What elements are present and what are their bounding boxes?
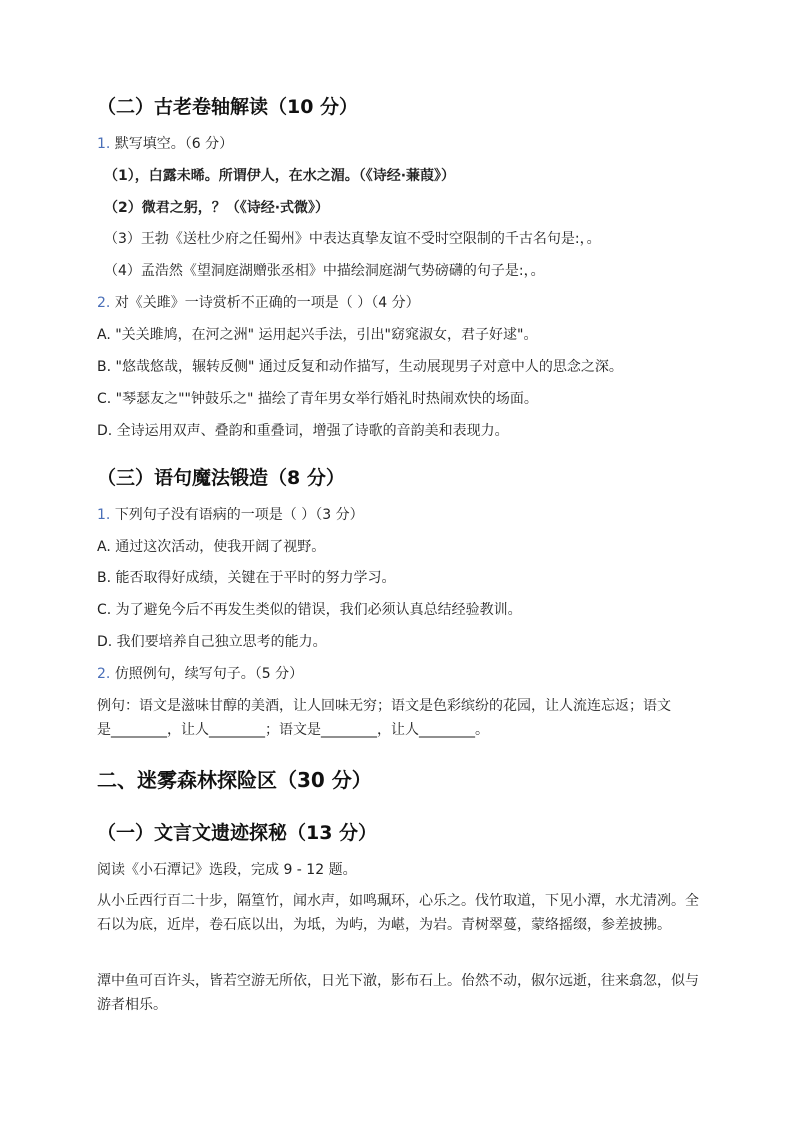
reading-paragraph: 潭中鱼可百许头，皆若空游无所依，日光下澈，影布石上。佁然不动，俶尔远逝，往来翕忽，似与游者相乐。 <box>97 973 699 1013</box>
fill-item-3: （3）王勃《送杜少府之任蜀州》中表达真挚友谊不受时空限制的千古名句是:，。 <box>104 231 601 247</box>
option-d: D. 全诗运用双声、叠韵和重叠词，增强了诗歌的音韵美和表现力。 <box>97 423 509 439</box>
question-2 <box>97 293 700 313</box>
question-text: 对《关雎》一诗赏析不正确的一项是（ ）（4 分） <box>114 295 420 311</box>
question-3 <box>97 505 700 525</box>
option-c: C. 为了避免今后不再发生类似的错误，我们必须认真总结经验教训。 <box>97 602 522 618</box>
reading-intro: 阅读《小石潭记》选段，完成 9 - 12 题。 <box>97 862 357 878</box>
option-a: A. 通过这次活动，使我开阔了视野。 <box>97 539 326 555</box>
question-text: 下列句子没有语病的一项是（ ）（3 分） <box>114 507 364 523</box>
section-heading: （二）古老卷轴解读（10 分） <box>97 96 359 118</box>
question-1 <box>97 134 700 154</box>
question-number: 2. <box>97 666 111 682</box>
option-b: B. 能否取得好成绩，关键在于平时的努力学习。 <box>97 570 396 586</box>
section-heading: （一）文言文遗迹探秘（13 分） <box>97 822 378 844</box>
example-sentence: 例句：语文是滋味甘醇的美酒，让人回味无穷；语文是色彩缤纷的花园，让人流连忘返；语文 <box>97 698 671 714</box>
part-heading: 二、迷雾森林探险区（30 分） <box>97 768 372 792</box>
fill-item-1: （1），白露未晞。所谓伊人，在水之湄。（《诗经·蒹葭》） <box>104 168 456 184</box>
question-text: 仿照例句，续写句子。（5 分） <box>114 666 304 682</box>
fill-item-2: （2）微君之躬，？（《诗经·式微》） <box>104 200 330 216</box>
example-continuation: 是________，让人________；语文是________，让人________。 <box>97 722 489 738</box>
option-b: B. "悠哉悠哉，辗转反侧" 通过反复和动作描写，生动展现男子对意中人的思念之深。 <box>97 359 623 375</box>
question-number: 1. <box>97 136 111 152</box>
question-number: 1. <box>97 507 111 523</box>
fill-item-4: （4）孟浩然《望洞庭湖赠张丞相》中描绘洞庭湖气势磅礴的句子是:，。 <box>104 263 545 279</box>
reading-paragraph: 从小丘西行百二十步，隔篁竹，闻水声，如鸣珮环，心乐之。伐竹取道，下见小潭，水尤清冽。全石以为底，近岸，卷石底以出，为坻，为屿，为嵁，为岩。青树翠蔓，蒙络摇缀，参差披拂。 <box>97 893 699 933</box>
option-c: C. "琴瑟友之""钟鼓乐之" 描绘了青年男女举行婚礼时热闹欢快的场面。 <box>97 391 538 407</box>
option-d: D. 我们要培养自己独立思考的能力。 <box>97 634 327 650</box>
question-4 <box>97 664 700 684</box>
section-heading: （三）语句魔法锻造（8 分） <box>97 467 345 489</box>
question-text: 默写填空。（6 分） <box>114 136 234 152</box>
option-a: A. "关关雎鸠，在河之洲" 运用起兴手法，引出"窈窕淑女，君子好逑"。 <box>97 327 538 343</box>
question-number: 2. <box>97 295 111 311</box>
